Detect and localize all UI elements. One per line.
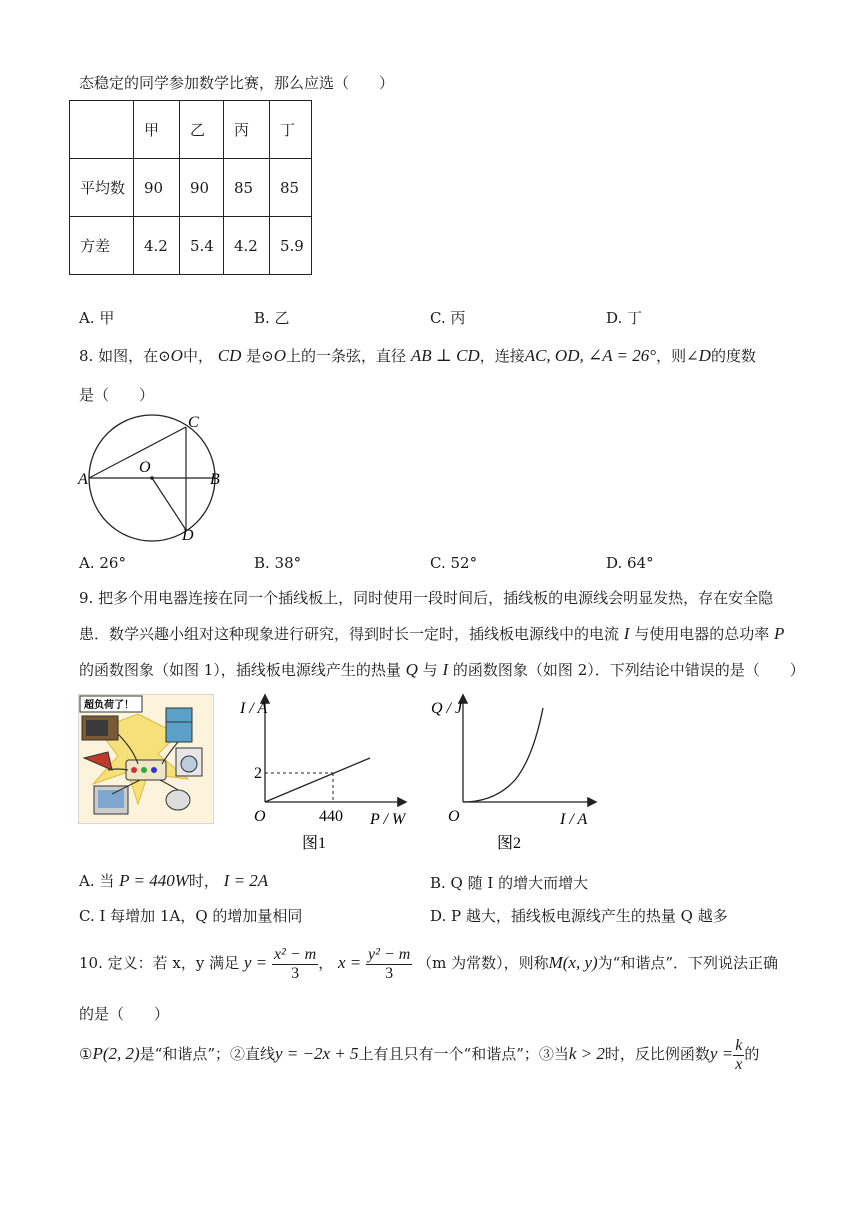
q10-eq1-fraction	[272, 946, 318, 983]
center-point	[150, 476, 154, 480]
q9-option-d[interactable]: D. P 越大，插线板电源线产生的热量 Q 越多	[430, 907, 728, 925]
cartoon-caption: 超负荷了！	[84, 700, 134, 711]
q10-text: ，	[318, 954, 334, 972]
q10-eq2-den: 3	[385, 964, 394, 982]
q10-math-y: y =	[709, 1044, 734, 1063]
segment-od	[152, 478, 186, 530]
q7-option-c[interactable]: C. 丙	[430, 309, 466, 327]
q7-option-a[interactable]: A. 甲	[79, 309, 115, 327]
q8-text: 的度数	[710, 347, 756, 365]
table-cell: 4.2	[224, 217, 270, 275]
q9-stem-line3	[79, 660, 805, 680]
fig2-xlabel: I / A	[560, 811, 588, 828]
q8-math-o2: O	[273, 346, 287, 365]
q9-option-a[interactable]	[79, 870, 268, 891]
table-row	[70, 159, 312, 217]
table-cell: 85	[270, 159, 312, 217]
q8-math-connect: AC, OD, ∠A = 26°	[524, 346, 657, 365]
q8-text: ，则∠	[656, 347, 699, 365]
q8-text: ，连接	[479, 347, 525, 365]
q10-text: 为“和谐点”．下列说法正确	[597, 954, 778, 972]
chord-ac	[89, 427, 186, 478]
q10-eq1-den: 3	[291, 964, 300, 982]
table-row	[70, 217, 312, 275]
overload-cartoon-image	[78, 694, 214, 824]
q8-option-c[interactable]: C. 52°	[430, 554, 478, 572]
q10-math-p: P(2, 2)	[92, 1044, 140, 1063]
q10-text: 时，反比例函数	[604, 1045, 710, 1063]
q7-option-d[interactable]: D. 丁	[606, 309, 643, 327]
q9-text: 患．数学兴趣小组对这种现象进行研究，得到时长一定时，插线板电源线中的电流	[79, 625, 620, 643]
q10-text: （m 为常数），则称	[417, 954, 549, 972]
q9-option-b[interactable]: B. Q 随 I 的增大而增大	[430, 874, 589, 892]
q9-text: 的函数图象（如图 2）．下列结论中错误的是（ ）	[452, 661, 805, 679]
q10-k-num: k	[735, 1036, 743, 1054]
q9-math-p: P	[774, 624, 785, 643]
q9-option-a-text: A. 当	[79, 872, 115, 890]
fig2-origin: O	[448, 808, 460, 825]
q8-text: 中，	[182, 347, 213, 365]
q8-stem-line2: 是（ ）	[79, 386, 155, 404]
q10-stem-line1	[79, 943, 778, 987]
q7-tail-text: 态稳定的同学参加数学比赛，那么应选（ ）	[79, 74, 395, 92]
q10-text: 是“和谐点”；②直线	[139, 1045, 276, 1063]
q10-eq2-num: y² − m	[368, 945, 411, 963]
q10-text: 上有且只有一个“和谐点”；③当	[358, 1045, 569, 1063]
q8-text: 是⊙	[246, 347, 274, 365]
q10-text: 10. 定义：若 x，y 满足	[79, 954, 240, 972]
table-cell: 5.4	[180, 217, 224, 275]
q8-option-b[interactable]: B. 38°	[254, 554, 302, 572]
label-a: A	[78, 471, 88, 488]
q10-k-den: x	[735, 1055, 743, 1073]
table-cell: 5.9	[270, 217, 312, 275]
label-b: B	[210, 471, 220, 488]
fridge-icon	[166, 708, 192, 742]
q9-math-q: Q	[405, 660, 418, 679]
q10-math-m: M(x, y)	[548, 953, 598, 972]
fig1-caption: 图1	[302, 835, 327, 852]
table-cell: 丁	[270, 101, 312, 159]
q8-option-d[interactable]: D. 64°	[606, 554, 654, 572]
table-cell: 85	[224, 159, 270, 217]
q10-eq2-fraction	[366, 946, 412, 983]
fig1-xtick: 440	[319, 808, 343, 825]
curve-graph	[463, 708, 543, 802]
fig1-ylabel: I / A	[240, 700, 268, 717]
table-cell	[70, 101, 134, 159]
q7-variance-table	[69, 100, 312, 275]
table-cell: 甲	[134, 101, 180, 159]
q10-k-fraction	[733, 1037, 744, 1074]
table-cell: 90	[180, 159, 224, 217]
q8-math-perp: AB ⊥ CD	[410, 346, 480, 365]
kettle-icon	[166, 790, 190, 810]
table-cell: 4.2	[134, 217, 180, 275]
label-d: D	[182, 527, 194, 544]
q9-math-i: I	[623, 624, 630, 643]
q8-math-cd: CD	[217, 346, 242, 365]
q8-option-a[interactable]: A. 26°	[79, 554, 126, 572]
q9-math-i: I	[442, 660, 449, 679]
table-cell: 乙	[180, 101, 224, 159]
q9-stem-line2	[79, 624, 784, 644]
q8-text: 如图，在⊙	[98, 347, 171, 365]
fig1-ytick: 2	[254, 765, 262, 782]
q8-math-o: O	[170, 346, 183, 365]
q10-eq2-lhs: x =	[337, 953, 362, 972]
q10-stem-line2: 的是（ ）	[79, 1005, 170, 1023]
q8-math-d: D	[698, 346, 711, 365]
q9-text: 与使用电器的总功率	[634, 625, 770, 643]
q9-option-a-math1: P = 440W	[119, 871, 189, 890]
fig2-caption: 图2	[497, 835, 522, 852]
q10-eq1-lhs: y =	[243, 953, 268, 972]
table-row	[70, 101, 312, 159]
q9-option-a-math2: I = 2A	[223, 871, 269, 890]
q9-option-a-text: 时，	[188, 872, 219, 890]
q9-text: 的函数图象（如图 1），插线板电源线产生的热量	[79, 661, 401, 679]
q10-math-line: y = −2x + 5	[275, 1044, 359, 1063]
q9-text: 与	[422, 661, 438, 679]
q7-option-b[interactable]: B. 乙	[254, 309, 290, 327]
q10-stem-line3	[79, 1034, 759, 1078]
table-cell: 90	[134, 159, 180, 217]
label-o: O	[139, 459, 151, 476]
q8-number: 8.	[79, 347, 94, 365]
q10-text: ①	[79, 1045, 93, 1063]
q10-text: 的	[744, 1045, 760, 1063]
q8-text: 上的一条弦，直径	[286, 347, 407, 365]
q9-figure1	[230, 688, 410, 853]
line-graph	[265, 758, 370, 802]
q9-option-c[interactable]: C. I 每增加 1A，Q 的增加量相同	[79, 907, 303, 925]
q9-stem-line1: 9. 把多个用电器连接在同一个插线板上，同时使用一段时间后，插线板的电源线会明显发热，存在安全隐	[79, 589, 774, 607]
q8-circle-figure	[76, 410, 236, 546]
q10-eq1-num: x² − m	[273, 945, 317, 963]
q9-figure2	[425, 688, 600, 853]
q10-math-k: k > 2	[568, 1044, 605, 1063]
q8-stem-line1	[79, 346, 756, 366]
table-cell: 丙	[224, 101, 270, 159]
label-c: C	[188, 414, 199, 431]
fig1-origin: O	[254, 808, 266, 825]
table-cell: 方差	[70, 217, 134, 275]
fig2-ylabel: Q / J	[431, 700, 463, 717]
fig1-xlabel: P / W	[370, 811, 406, 828]
table-cell: 平均数	[70, 159, 134, 217]
